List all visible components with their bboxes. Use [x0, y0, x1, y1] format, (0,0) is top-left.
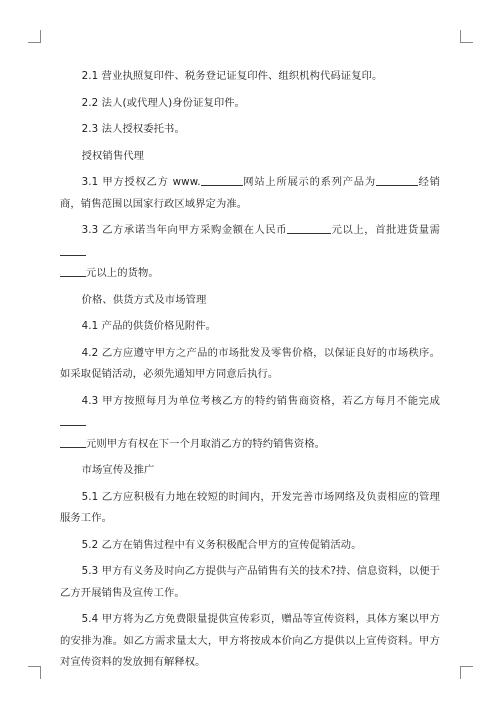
section-heading-pricing: 价格、供货方式及市场管理: [81, 293, 207, 306]
paragraph-4-3-part-b: 元则甲方有权在下一个月取消乙方的特约销售资格。: [86, 437, 326, 450]
paragraph-3-1-part-c: 经销商，销售范围以国家行政区域界定为准。: [60, 176, 441, 210]
paragraph-4-2: 4.2 乙方应遵守甲方之产品的市场批发及零售价格，以保证良好的市场秩序。如采取促销活动，必须先通知甲方同意后执行。: [60, 346, 440, 380]
paragraph-4-1: 4.1 产品的供货价格见附件。: [81, 320, 217, 332]
blank-purchase-amount: [287, 221, 331, 234]
section-heading-authorization: 授权销售代理: [81, 149, 145, 162]
paragraph-3-3: [60, 220, 440, 285]
paragraph-5-2: 5.2 乙方在销售过程中有义务积极配合甲方的宣传促销活动。: [81, 538, 362, 551]
paragraph-3-3-part-a: 3.3 乙方承诺当年向甲方采购金额在人民币: [81, 224, 288, 236]
paragraph-3-1: [60, 172, 440, 215]
paragraph-2-3: 2.3 法人授权委托书。: [81, 123, 185, 135]
paragraph-2-2: 2.2 法人(或代理人)身份证复印件。: [81, 96, 246, 109]
blank-dealer-type: [376, 173, 418, 186]
paragraph-5-1: 5.1 乙方应积极有力地在较短的时间内，开发完善市场网络及负责相应的管理服务工作。: [60, 490, 440, 524]
paragraph-3-1-part-a: 3.1 甲方授权乙方 www.: [81, 176, 201, 188]
blank-first-order-1: [60, 243, 86, 256]
blank-first-order-2: [60, 264, 86, 277]
paragraph-5-3: 5.3 甲方有义务及时向乙方提供与产品销售有关的技术?持、信息资料，以便于乙方开展销售及宣传工作。: [60, 565, 440, 599]
blank-monthly-target-2: [60, 435, 86, 448]
section-heading-marketing: 市场宣传及推广: [81, 464, 155, 476]
paragraph-3-3-part-b: 元以上，首批进货量需: [331, 224, 441, 236]
paragraph-4-3-part-a: 4.3 甲方按照每月为单位考核乙方的特约销售商资格，若乙方每月不能完成: [81, 394, 440, 407]
crop-mark-top-right: [460, 30, 473, 43]
paragraph-3-3-part-c: 元以上的货物。: [86, 267, 159, 279]
document-body: [60, 66, 440, 679]
paragraph-4-3: [60, 391, 440, 456]
paragraph-2-1: 2.1 营业执照复印件、税务登记证复印件、组织机构代码证复印。: [81, 70, 383, 82]
paragraph-3-1-part-b: 网站上所展示的系列产品为: [242, 176, 376, 188]
crop-mark-top-left: [28, 30, 41, 43]
blank-monthly-target-1: [60, 413, 86, 426]
blank-website: [201, 173, 243, 186]
paragraph-5-4: 5.4 甲方将为乙方免费限量提供宣传彩页，赠品等宣传资料，具体方案以甲方的安排为准。如乙方需求量太大，甲方将按成本价向乙方提供以上宣传资料。甲方对宣传资料的发放拥有解释权。: [60, 613, 440, 668]
crop-mark-bottom-left: [28, 666, 41, 679]
crop-mark-bottom-right: [460, 666, 473, 679]
